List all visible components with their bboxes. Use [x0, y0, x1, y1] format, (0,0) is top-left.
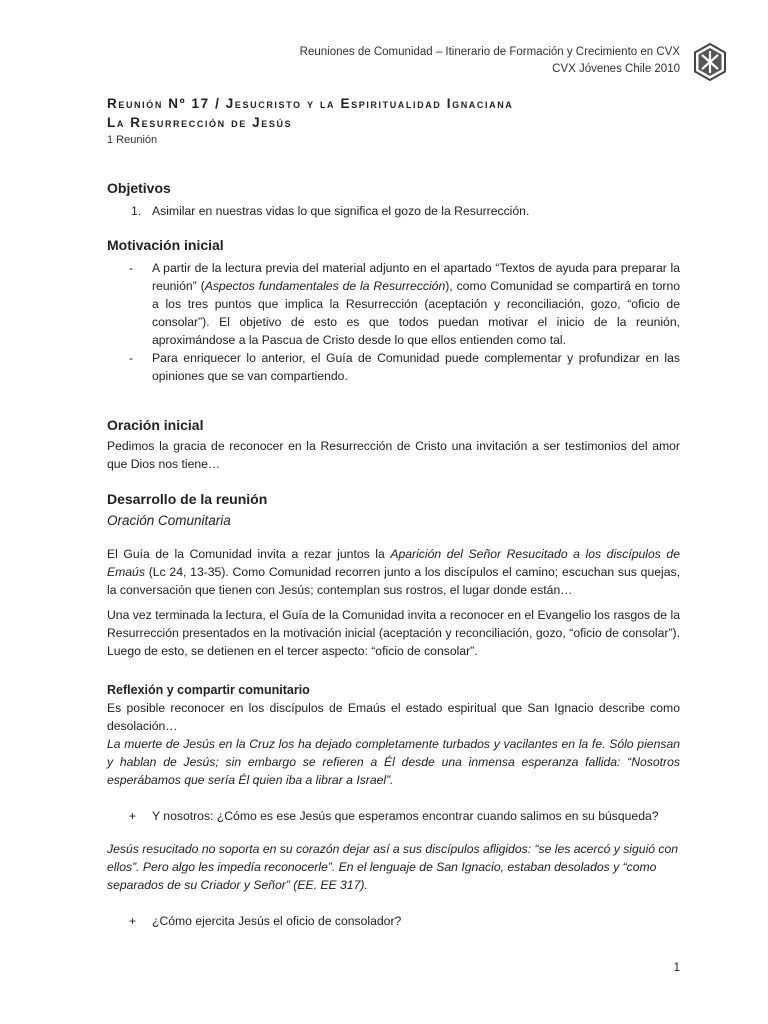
meeting-count: 1 Reunión [107, 134, 158, 146]
motivacion-text-a: A partir de la lectura previa del material adjunto en el apartado “Textos de ayuda para preparar la reunión” ( [152, 261, 680, 293]
plus-marker: + [129, 914, 137, 928]
desarrollo-paragraph-1 [107, 545, 680, 599]
reflexion-italic-2: Jesús resucitado no soporta en su corazón dejar así a sus discípulos afligidos: “se les acercó y siguió con ellos”. Pero algo les impedía reconocerle”. En el lenguaje de San Ignacio, estaban desolados y “como separados de su Criador y Señor” (EE. EE 317). [107, 842, 679, 892]
oracion-text: Pedimos la gracia de reconocer en la Resurrección de Cristo una invitación a ser testimonios del amor que Dios nos tiene… [107, 439, 680, 471]
title-block [107, 94, 680, 146]
reflexion-section [107, 681, 680, 930]
cvx-logo-icon [693, 43, 727, 81]
p1-text-a: El Guía de la Comunidad invita a rezar juntos la [107, 547, 391, 561]
question-1-text: Y nosotros: ¿Cómo es ese Jesús que esperamos encontrar cuando salimos en su búsqueda? [152, 809, 659, 823]
oracion-heading: Oración inicial [107, 417, 204, 433]
oracion-section [107, 417, 680, 473]
objetivos-section [107, 180, 680, 220]
dash-marker: - [129, 351, 134, 365]
meeting-subtitle: La Resurrección de Jesús [107, 115, 293, 130]
motivacion-text-2: Para enriquecer lo anterior, el Guía de Comunidad puede complementar y profundizar en las opiniones que se van compartiendo. [152, 351, 680, 383]
question-2-text: ¿Cómo ejercita Jesús el oficio de consolador? [152, 914, 402, 928]
motivacion-section [107, 237, 680, 385]
desarrollo-section [107, 491, 680, 660]
desarrollo-paragraph-2: Una vez terminada la lectura, el Guía de la Comunidad invita a reconocer en el Evangelio los rasgos de la Resurrección presentados en la motivación inicial (aceptación y reconciliación, gozo, “oficio de consolar”). Luego de esto, se detienen en el tercer aspecto: “oficio de consolar”. [107, 608, 680, 658]
objetivo-item [107, 202, 680, 220]
reflexion-text: Es posible reconocer en los discípulos de Emaús el estado espiritual que San Ignacio describe como desolación… [107, 701, 680, 733]
motivacion-heading: Motivación inicial [107, 237, 224, 253]
desarrollo-heading: Desarrollo de la reunión [107, 491, 268, 507]
p1-text-c: (Lc 24, 13-35). Como Comunidad recorren junto a los discípulos el camino; escuchan sus quejas, la conversación que tienen con Jesús; contemplan sus rostros, el lugar donde están… [107, 565, 680, 597]
objetivo-number: 1. [131, 204, 142, 218]
meeting-title: Reunión Nº 17 / Jesucristo y la Espiritualidad Ignaciana [107, 96, 514, 111]
objetivo-text: Asimilar en nuestras vidas lo que significa el gozo de la Resurrección. [152, 204, 530, 218]
running-header [300, 44, 680, 78]
question-item-2 [107, 912, 680, 930]
motivacion-item-1 [107, 259, 680, 349]
header-line-1: Reuniones de Comunidad – Itinerario de Formación y Crecimiento en CVX [299, 46, 680, 58]
motivacion-item-2 [107, 349, 680, 385]
page-number: 1 [673, 962, 680, 974]
reflexion-italic: La muerte de Jesús en la Cruz los ha dejado completamente turbados y vacilantes en la fe. Sólo piensan y hablan de Jesús; sin embargo se refieren a Él desde una inmensa esperanza fallida: “Nosotros esperábamos que sería Él quien iba a librar a Israel”. [107, 737, 680, 787]
motivacion-text-italic: Aspectos fundamentales de la Resurrección [204, 279, 446, 293]
motivacion-text-c: ), como Comunidad se compartirá en torno a los tres puntos que implica la Resurrección (aceptación y reconciliación, gozo, “oficio de consolar”). El objetivo de esto es que todos puedan motivar el inicio de la reunión, aproximándose a la Pascua de Cristo desde lo que ellos entienden como tal. [152, 279, 681, 347]
question-item-1 [107, 807, 680, 825]
dash-marker: - [129, 261, 134, 275]
p1-text-italic: Aparición del Señor Resucitado a los discípulos de Emaús [107, 547, 680, 579]
reflexion-heading: Reflexión y compartir comunitario [107, 683, 310, 697]
plus-marker: + [129, 809, 137, 823]
header-line-2: CVX Jóvenes Chile 2010 [552, 63, 680, 75]
oracion-comunitaria-subheading: Oración Comunitaria [107, 513, 231, 528]
objetivos-heading: Objetivos [107, 180, 171, 196]
